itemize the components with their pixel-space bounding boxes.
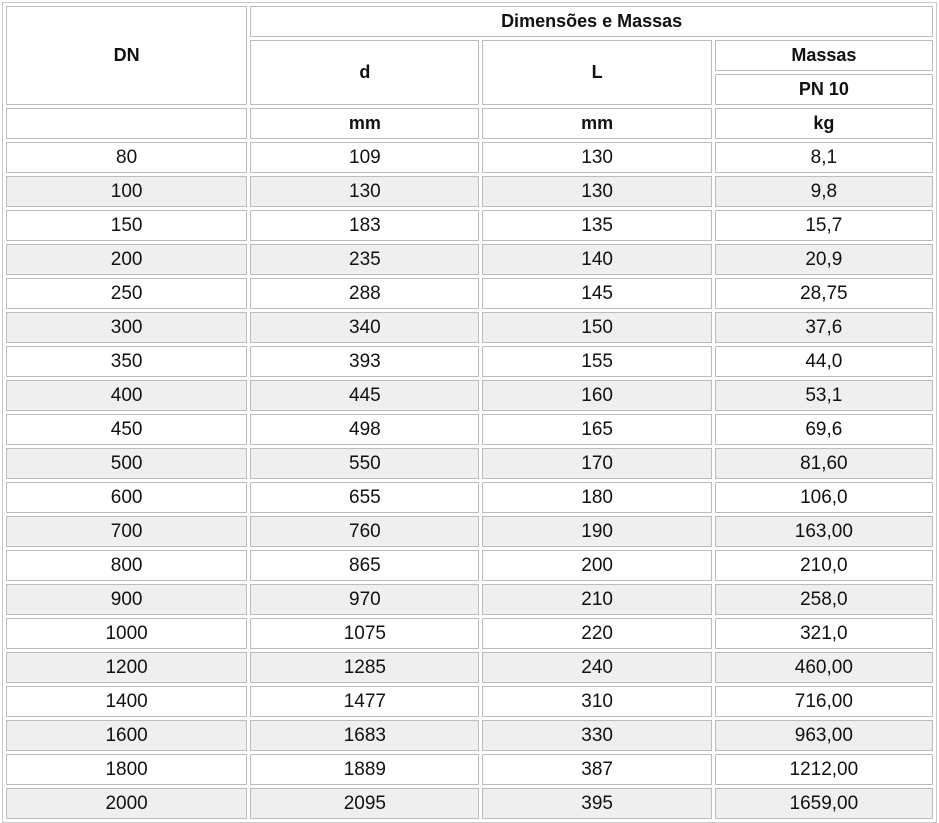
table-row	[6, 210, 933, 241]
cell-l: 170	[482, 448, 711, 479]
header-l: L	[482, 40, 711, 105]
table-row	[6, 584, 933, 615]
cell-dn: 1800	[6, 754, 247, 785]
cell-l: 387	[482, 754, 711, 785]
unit-kg: kg	[715, 108, 933, 139]
cell-kg: 210,0	[715, 550, 933, 581]
cell-d: 393	[250, 346, 479, 377]
cell-dn: 350	[6, 346, 247, 377]
cell-d: 655	[250, 482, 479, 513]
cell-kg: 15,7	[715, 210, 933, 241]
cell-d: 340	[250, 312, 479, 343]
cell-l: 395	[482, 788, 711, 819]
unit-d: mm	[250, 108, 479, 139]
cell-dn: 80	[6, 142, 247, 173]
cell-d: 1683	[250, 720, 479, 751]
header-dn: DN	[6, 6, 247, 105]
cell-l: 220	[482, 618, 711, 649]
cell-d: 1889	[250, 754, 479, 785]
header-massas: Massas	[715, 40, 933, 71]
cell-dn: 800	[6, 550, 247, 581]
cell-kg: 9,8	[715, 176, 933, 207]
cell-l: 135	[482, 210, 711, 241]
table-row	[6, 652, 933, 683]
cell-l: 155	[482, 346, 711, 377]
cell-d: 550	[250, 448, 479, 479]
cell-d: 760	[250, 516, 479, 547]
cell-l: 200	[482, 550, 711, 581]
table-row	[6, 754, 933, 785]
cell-l: 130	[482, 176, 711, 207]
cell-l: 160	[482, 380, 711, 411]
table-row	[6, 414, 933, 445]
cell-l: 180	[482, 482, 711, 513]
cell-kg: 321,0	[715, 618, 933, 649]
cell-d: 1075	[250, 618, 479, 649]
cell-dn: 1400	[6, 686, 247, 717]
cell-dn: 200	[6, 244, 247, 275]
table-row	[6, 278, 933, 309]
cell-dn: 300	[6, 312, 247, 343]
unit-l: mm	[482, 108, 711, 139]
cell-d: 865	[250, 550, 479, 581]
cell-dn: 100	[6, 176, 247, 207]
cell-l: 130	[482, 142, 711, 173]
cell-l: 310	[482, 686, 711, 717]
cell-kg: 106,0	[715, 482, 933, 513]
table-row	[6, 142, 933, 173]
unit-dn	[6, 108, 247, 139]
table-row	[6, 244, 933, 275]
cell-d: 130	[250, 176, 479, 207]
cell-dn: 1600	[6, 720, 247, 751]
cell-l: 330	[482, 720, 711, 751]
cell-kg: 20,9	[715, 244, 933, 275]
cell-dn: 250	[6, 278, 247, 309]
table-row	[6, 788, 933, 819]
cell-l: 210	[482, 584, 711, 615]
cell-kg: 716,00	[715, 686, 933, 717]
table-row	[6, 516, 933, 547]
header-pn: PN 10	[715, 74, 933, 105]
cell-d: 970	[250, 584, 479, 615]
cell-kg: 53,1	[715, 380, 933, 411]
cell-kg: 1659,00	[715, 788, 933, 819]
cell-dn: 400	[6, 380, 247, 411]
cell-l: 190	[482, 516, 711, 547]
cell-d: 2095	[250, 788, 479, 819]
table-row	[6, 686, 933, 717]
cell-dn: 2000	[6, 788, 247, 819]
cell-kg: 963,00	[715, 720, 933, 751]
cell-kg: 44,0	[715, 346, 933, 377]
cell-d: 1477	[250, 686, 479, 717]
cell-kg: 1212,00	[715, 754, 933, 785]
table-row	[6, 720, 933, 751]
cell-d: 498	[250, 414, 479, 445]
cell-kg: 69,6	[715, 414, 933, 445]
cell-dn: 500	[6, 448, 247, 479]
table-row	[6, 380, 933, 411]
cell-d: 235	[250, 244, 479, 275]
cell-d: 445	[250, 380, 479, 411]
header-group: Dimensões e Massas	[250, 6, 933, 37]
cell-dn: 700	[6, 516, 247, 547]
cell-kg: 460,00	[715, 652, 933, 683]
cell-kg: 163,00	[715, 516, 933, 547]
cell-l: 150	[482, 312, 711, 343]
cell-l: 165	[482, 414, 711, 445]
table-row	[6, 550, 933, 581]
dimensions-table	[2, 2, 937, 823]
table-row	[6, 448, 933, 479]
cell-dn: 600	[6, 482, 247, 513]
cell-kg: 37,6	[715, 312, 933, 343]
cell-l: 145	[482, 278, 711, 309]
cell-dn: 900	[6, 584, 247, 615]
table-row	[6, 618, 933, 649]
cell-d: 183	[250, 210, 479, 241]
cell-dn: 450	[6, 414, 247, 445]
cell-d: 109	[250, 142, 479, 173]
cell-l: 240	[482, 652, 711, 683]
cell-d: 1285	[250, 652, 479, 683]
table-row	[6, 482, 933, 513]
cell-d: 288	[250, 278, 479, 309]
table-row	[6, 312, 933, 343]
cell-kg: 8,1	[715, 142, 933, 173]
cell-kg: 28,75	[715, 278, 933, 309]
cell-kg: 81,60	[715, 448, 933, 479]
cell-dn: 1200	[6, 652, 247, 683]
table-row	[6, 176, 933, 207]
cell-dn: 1000	[6, 618, 247, 649]
table-row	[6, 346, 933, 377]
cell-l: 140	[482, 244, 711, 275]
header-d: d	[250, 40, 479, 105]
cell-kg: 258,0	[715, 584, 933, 615]
cell-dn: 150	[6, 210, 247, 241]
